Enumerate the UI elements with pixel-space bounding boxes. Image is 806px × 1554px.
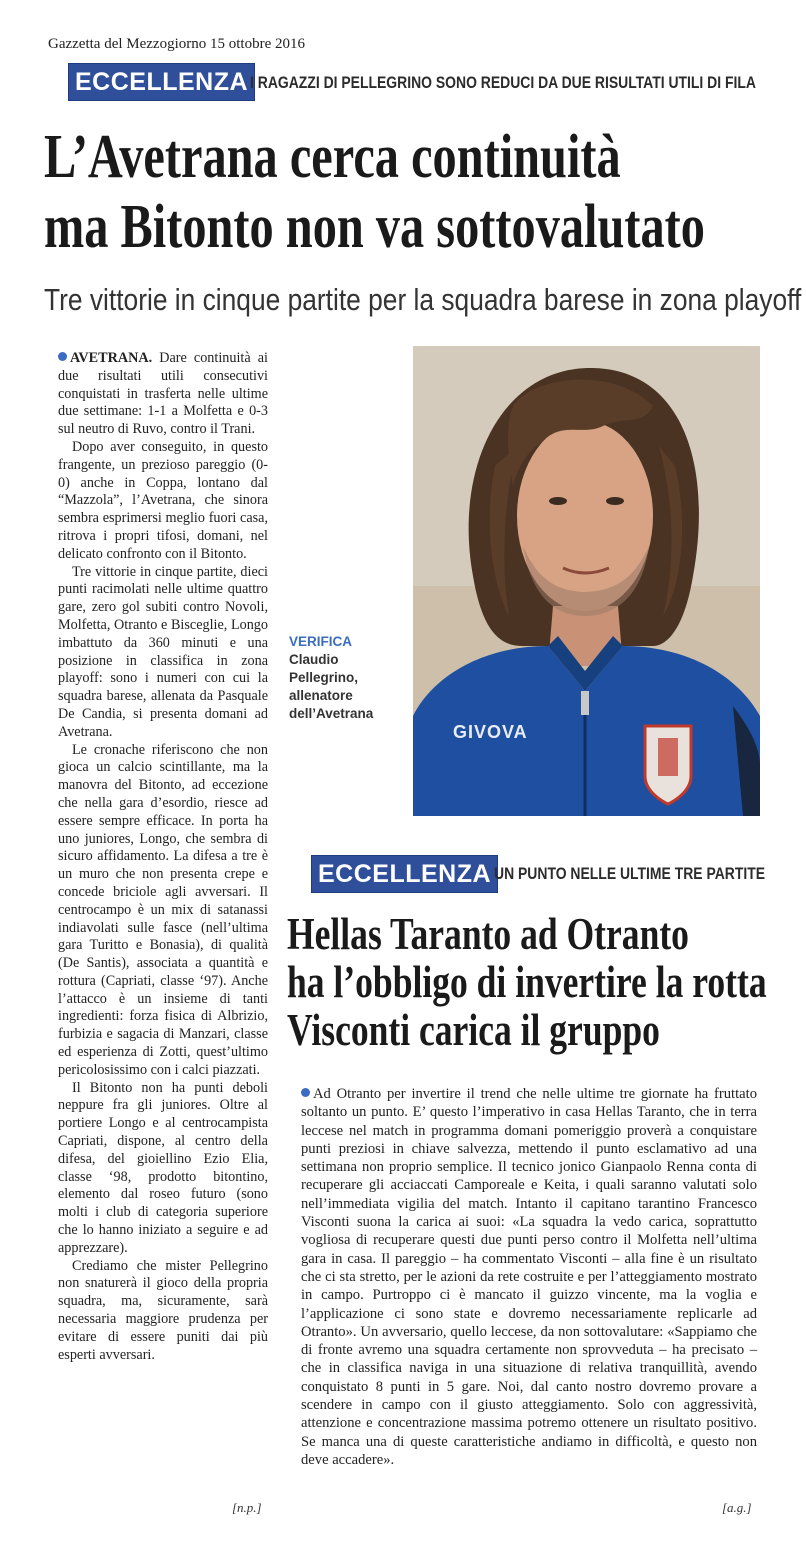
article1-headline-line2: ma Bitonto non va sottovalutato (44, 193, 705, 261)
coach-photo (413, 346, 760, 816)
article1-body (58, 350, 268, 1364)
article1-signature: [n.p.] (232, 1500, 262, 1515)
article1-paragraph: Dopo aver conseguito, in questo frangente, un prezioso pareggio (0-0) anche in Coppa, lontano dal “Mazzola”, l’Avetrana, che sinora sembra esprimersi meglio fuori casa, ritrova i propri tifosi, domani, nel delicato confronto con il Bitonto. (58, 438, 268, 562)
bullet-dot-icon (58, 352, 67, 361)
article1-subhead: Tre vittorie in cinque partite per la squadra barese in zona playoff (44, 282, 802, 317)
section-tag: ECCELLENZA (68, 63, 255, 101)
article1-headline-line1: L’Avetrana cerca continuità (44, 123, 621, 191)
source-line: Gazzetta del Mezzogiorno 15 ottobre 2016 (48, 36, 305, 52)
article1-paragraph (58, 350, 268, 439)
dateline: AVETRANA. (70, 350, 153, 366)
photo-caption (289, 633, 407, 723)
article1-paragraph: Le cronache riferiscono che non gioca un calcio scintillante, ma la manovra del Bitonto, ad eccezione che nella gara d’esordio, riesce ad essere sempre efficace. In porta ha uno juniores, Longo, che sembra di sicuro affidamento. La difesa a tre è un muro che non presenta crepe e concede briciole agli avversari. Il centrocampo è un mix di satanassi indiavolati sulle fasce (nell’ultima gara Turitto e Bonasia), di qualità (De Santis), associata a quantità e rottura (Capriati, classe ‘97). Anche l’attacco è un insieme di tanti ingredienti: forza fisica di Albrizio, furbizia e sagacia di Manzari, classe ed esperienza di Zotti, quest’ultimo pericolosissimo con i calci piazzati. (58, 741, 268, 1078)
article1-kicker: I RAGAZZI DI PELLEGRINO SONO REDUCI DA DUE RISULTATI UTILI DI FILA (250, 73, 756, 92)
article1-paragraph: Tre vittorie in cinque partite, dieci punti racimolati nelle ultime quattro gare, zero gol subiti contro Novoli, Molfetta, Otranto e Bisceglie, Longo imbattuto da 360 minuti e una posizione in classifica in zona playoff: sono i numeri con cui la squadra barese, allenata da Pasquale De Candia, si presenta domani ad Avetrana. (58, 563, 268, 740)
section-tag: ECCELLENZA (311, 855, 498, 893)
article2-paragraph (301, 1085, 757, 1469)
caption-text: Claudio Pellegrino, allenatore dell’Avetrana (289, 652, 374, 721)
paragraph-text: Ad Otranto per invertire il trend che nelle ultime tre giornate ha fruttato soltanto un punto. E’ questo l’imperativo in casa Hellas Taranto, che in terra leccese nel match in programma domani pomeriggio proverà a conquistare punti preziosi in chiave salvezza, mettendo il punto esclamativo ad una settimana non proprio semplice. Il tecnico jonico Gianpaolo Renna conta di recuperare gli acciaccati Camporeale e Keita, i quali saranno valutati solo nell’immediata vigilia del match. Intanto il capitano tarantino Francesco Visconti suona la carica ai suoi: «La squadra la vedo carica, soprattutto vogliosa di recuperare questi due punti perso contro il Molfetta nell’ultima gara in casa. Il pareggio – ha commentato Visconti – alla fine è un risultato che ci sta stretto, per le azioni da rete costruite e per l’atteggiamento mostrato in campo. Purtroppo ci è mancato il guizzo vincente, ma la voglia e l’applicazione ci sono state e dovremo necessariamente replicarle ad Otranto». Un avversario, quello leccese, da non sottovalutare: «Sappiamo che di fronte avremo una squadra certamente non sprovveduta – ha precisato – che in classifica naviga in una situazione di relativa tranquillità, avendo conquistato 8 punti in 5 gare. Noi, dal canto nostro dovremo provare a scendere in campo con il giusto atteggiamento. Solo con aggressività, attenzione e concentrazione massima potremo ottenere un risultato positivo. Se manca una di queste caratteristiche andiamo in difficoltà, e questo non deve accadere». (301, 1086, 757, 1468)
coach-photo-illustration (413, 346, 760, 816)
article1-paragraph: Il Bitonto non ha punti deboli neppure fra gli juniores. Oltre al portiere Longo e al centrocampista Capriati, dispone, al centro della difesa, del gioiellino Ezio Elia, classe ‘98, prodotto bitontino, elemento dal roseo futuro (sono molti i club di categoria superiore che lo hanno iniziato a seguire e ad apprezzare). (58, 1079, 268, 1256)
paragraph-text: Dare continuità ai due risultati utili consecutivi conquistati in trasferta nelle ultime due settimane: 1-1 a Molfetta e 0-3 sul neutro di Ruvo, contro il Trani. (58, 350, 268, 438)
caption-label: VERIFICA (289, 634, 353, 649)
article1-paragraph: Crediamo che mister Pellegrino non snaturerà il gioco della propria squadra, ma, sicuramente, sarà necessaria maggiore prudenza per evitare di essere puniti dai più esperti avversari. (58, 1257, 268, 1363)
article2-body (301, 1085, 757, 1469)
article2-signature: [a.g.] (722, 1500, 752, 1515)
jacket-brand: GIVOVA (453, 722, 528, 742)
bullet-dot-icon (301, 1088, 310, 1097)
article2-headline-line2: ha l’obbligo di invertire la rotta (287, 957, 767, 1007)
article2-kicker: UN PUNTO NELLE ULTIME TRE PARTITE (494, 864, 766, 883)
article2-headline-line1: Hellas Taranto ad Otranto (287, 909, 689, 959)
article2-headline-line3: Visconti carica il gruppo (287, 1005, 660, 1055)
